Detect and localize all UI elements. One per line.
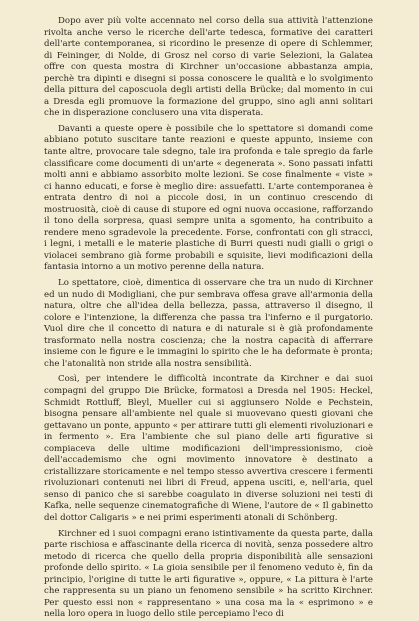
paragraph: Kirchner ed i suoi compagni erano istintivamente da questa parte, dalla parte rischiosa e affascinante della ricerca di novità, senza possedere altro metodo di ricerca che quello della propria disponibilità alle sensazioni profonde dello spirito. « La gioia sensibile per il fenomeno veduto è, fin da principio, l'origine di tutte le arti figurative », oppure, « La pittura è l'arte che rappresenta su un piano un fenomeno sensibile » ha scritto Kirchner. Per questo essi non « rappresentano » una cosa ma la « esprimono » e nella loro opera in luogo dello stile percepiamo l'eco di (44, 528, 373, 620)
paragraph: Davanti a queste opere è possibile che lo spettatore si domandi come abbiano potuto suscitare tante reazioni e queste appunto, insieme con tante altre, provocare tale sdegno, tale ira profonda e tale spregio da farle classificare come documenti di un'arte « degenerata ». Sono passati infatti molti anni e abbiamo assorbito molte lezioni. Se cose finalmente « viste » ci hanno educati, e forse è meglio dire: assuefatti. L'arte contemporanea è entrata dentro di noi a piccole dosi, in un continuo crescendo di mostruosità, cioè di cause di stupore ed ogni nuova occasione, rafforzando il tono della sorpresa, quasi sempre unita a sgomento, ha contribuito a rendere meno sgradevole la precedente. Forse, confrontati con gli stracci, i legni, i metalli e le materie plastiche di Burri questi nudi gialli o grigi o violacei sembrano già forme probabili e squisite, lievi modificazioni della fantasia intorno a un motivo perenne della natura. (44, 123, 373, 273)
paragraph: Lo spettatore, cioè, dimentica di osservare che tra un nudo di Kirchner ed un nudo di Modigliani, che pur sembrava offesa grave all'armonia della natura, oltre che all'idea della bellezza, passa, attraverso il disegno, il colore e l'intenzione, la differenza che passa tra l'inferno e il purgatorio. Vuol dire che il concetto di natura e di naturale si è già profondamente trasformato nella nostra coscienza; che la nostra capacità di afferrare insieme con le figure e le immagini lo spirito che le ha deformate è pronta; che l'atonalità non stride alla nostra sensibilità. (44, 278, 373, 369)
paragraph: Così, per intendere le difficoltà incontrate da Kirchner e dai suoi compagni del gruppo Die Brücke, formatosi a Dresda nel 1905: Heckel, Schmidt Rottluff, Bleyl, Mueller cui si aggiunsero Nolde e Pechstein, bisogna pensare all'ambiente nel quale si muovevano questi giovani che gettavano un ponte, appunto « per attirare tutti gli elementi rivoluzionari e in fermento ». Era l'ambiente che sul piano delle arti figurative si compiaceva delle ultime modificazioni dell'impressionismo, cioè dell'accademismo che ogni movimento innovatore è destinato a cristallizzare storicamente e nel tempo stesso avvertiva crescere i fermenti rivoluzionari contenuti nei libri di Freud, appena usciti, e, nell'aria, quel senso di panico che si sarebbe coagulato in diverse soluzioni nei testi di Kafka, nelle sequenze cinematografiche di Wiene, l'autore de « Il gabinetto del dottor Caligaris » e nei primi esperimenti atonali di Schönberg. (44, 374, 373, 523)
body-text (44, 16, 373, 621)
paragraph: Dopo aver più volte accennato nel corso della sua attività l'attenzione rivolta anche verso le ricerche dell'arte tedesca, formative dei caratteri dell'arte contemporanea, si ricordino le presenze di opere di Schlemmer, di Feininger, di Nolde, di Grosz nel corso di varie Selezioni, la Galatea offre con questa mostra di Kirchner un'occasione abbastanza ampia, perchè tra dipinti e disegni si possa conoscere le qualità e lo svolgimento della pittura del caposcuola degli artisti della Brücke; dal momento in cui a Dresda egli promuove la formazione del gruppo, sino agli anni solitari che in disperazione conclusero una vita disperata. (44, 16, 373, 119)
